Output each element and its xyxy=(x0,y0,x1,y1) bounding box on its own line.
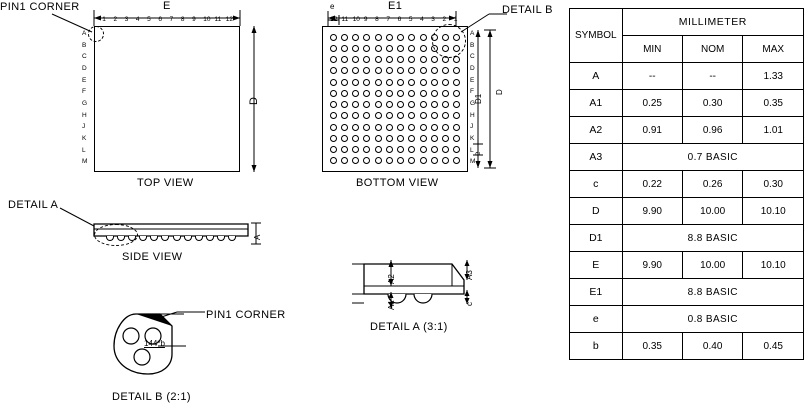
ball-pad xyxy=(341,56,348,63)
ball-pad xyxy=(363,101,370,108)
bottom-view-column-numbers xyxy=(322,16,468,26)
table-cell-nom: 0.30 xyxy=(682,90,743,117)
ball-pad xyxy=(352,101,359,108)
ball-pad xyxy=(386,146,393,153)
ball-pad xyxy=(431,135,438,142)
top-view-dim-e-label: E xyxy=(163,0,171,12)
detail-b-pin1-label: PIN1 CORNER xyxy=(206,309,286,321)
ball-pad xyxy=(363,56,370,63)
ball-pad xyxy=(442,112,449,119)
table-cell-nom: 0.96 xyxy=(682,117,743,144)
table-cell-max: 1.01 xyxy=(743,117,804,144)
ball-pad xyxy=(442,124,449,131)
ball-pad xyxy=(420,146,427,153)
side-view-ball xyxy=(139,236,147,241)
top-view-row-letter: A xyxy=(82,30,87,37)
side-view-ball xyxy=(173,236,181,241)
ball-pad xyxy=(397,157,404,164)
ball-pad xyxy=(386,101,393,108)
top-view-body xyxy=(94,26,240,172)
detail-a-dim-a3-label: A3 xyxy=(465,270,474,280)
ball-pad xyxy=(330,146,337,153)
top-view-column-number: 10 xyxy=(203,16,211,23)
bottom-view-row-letter: M xyxy=(470,158,476,166)
top-view-dim-d-label: D xyxy=(248,96,260,105)
ball-pad xyxy=(375,67,382,74)
ball-pad xyxy=(408,67,415,74)
top-view-column-number: 8 xyxy=(180,16,185,23)
ball-pad xyxy=(386,124,393,131)
ball-pad xyxy=(341,135,348,142)
top-view-pin1-label: PIN1 CORNER xyxy=(0,1,80,13)
bottom-view-row-letter: C xyxy=(470,53,475,61)
bottom-view-column-number: 9 xyxy=(363,16,368,23)
table-cell-nom: 0.26 xyxy=(682,171,743,198)
table-header-min: MIN xyxy=(622,36,682,63)
table-cell-basic: 0.7 BASIC xyxy=(622,144,803,171)
ball-pad xyxy=(397,34,404,41)
ball-pad xyxy=(397,112,404,119)
ball-pad xyxy=(352,45,359,52)
ball-pad xyxy=(352,34,359,41)
ball-pad xyxy=(363,90,370,97)
ball-pad xyxy=(341,112,348,119)
ball-pad xyxy=(386,56,393,63)
top-view-column-number: 1 xyxy=(102,16,106,23)
ball-pad xyxy=(330,34,337,41)
table-cell-max: 0.30 xyxy=(743,171,804,198)
ball-pad xyxy=(352,90,359,97)
ball-pad xyxy=(453,135,460,142)
ball-pad xyxy=(375,45,382,52)
top-view-row-letter: F xyxy=(82,88,86,96)
ball-pad xyxy=(330,90,337,97)
detail-b-title: DETAIL B (2:1) xyxy=(112,391,191,403)
ball-pad xyxy=(431,101,438,108)
ball-pad xyxy=(375,34,382,41)
detail-a-callout-circle xyxy=(94,224,138,246)
top-view-column-number: 12 xyxy=(225,16,233,23)
ball-pad xyxy=(397,79,404,86)
ball-pad xyxy=(386,112,393,119)
top-view-column-number: 9 xyxy=(192,16,196,23)
table-cell-symbol: A2 xyxy=(570,117,623,144)
ball-pad xyxy=(363,112,370,119)
table-cell-max: 10.10 xyxy=(743,252,804,279)
bottom-view-row-letter: B xyxy=(470,41,475,49)
top-view-column-number: 5 xyxy=(147,16,151,23)
ball-pad xyxy=(442,146,449,153)
ball-pad xyxy=(363,67,370,74)
ball-pad xyxy=(408,157,415,164)
table-cell-symbol: E xyxy=(570,252,623,279)
detail-a-callout-label: DETAIL A xyxy=(8,199,59,211)
table-cell-basic: 0.8 BASIC xyxy=(622,306,803,333)
bottom-view-column-number: 7 xyxy=(386,16,390,23)
table-cell-min: 9.90 xyxy=(622,252,682,279)
table-row xyxy=(570,279,804,306)
bottom-view-row-letter: J xyxy=(470,123,474,131)
top-view-row-letter: K xyxy=(82,135,87,142)
ball-pad xyxy=(431,157,438,164)
ball-pad xyxy=(408,90,415,97)
side-view-ball xyxy=(161,236,169,241)
ball-pad xyxy=(363,146,370,153)
bottom-view-column-number: 3 xyxy=(431,16,435,23)
ball-pad xyxy=(386,45,393,52)
top-view-row-letter: B xyxy=(82,41,87,49)
ball-pad xyxy=(330,45,337,52)
ball-pad xyxy=(330,56,337,63)
ball-pad xyxy=(341,45,348,52)
ball-pad xyxy=(431,56,438,63)
bottom-view-title: BOTTOM VIEW xyxy=(356,177,439,189)
bottom-view-column-number: 6 xyxy=(397,16,402,23)
top-view-row-letter: G xyxy=(82,100,88,107)
table-cell-min: -- xyxy=(622,63,682,90)
top-view-column-number: 11 xyxy=(214,16,222,23)
ball-pad xyxy=(375,157,382,164)
ball-pad xyxy=(397,146,404,153)
bottom-view-dim-d-outer xyxy=(484,20,500,180)
ball-pad xyxy=(341,90,348,97)
side-view-dim-a-label: A xyxy=(253,234,262,240)
side-view-ball xyxy=(184,236,192,241)
table-cell-basic: 8.8 BASIC xyxy=(622,225,803,252)
ball-pad xyxy=(453,157,460,164)
table-row xyxy=(570,306,804,333)
ball-pad xyxy=(352,112,359,119)
table-cell-min: 0.91 xyxy=(622,117,682,144)
ball-pad xyxy=(431,124,438,131)
ball-pad xyxy=(386,34,393,41)
ball-pad xyxy=(386,157,393,164)
table-cell-basic: 8.8 BASIC xyxy=(622,279,803,306)
table-header-symbol: SYMBOL xyxy=(570,9,623,63)
table-row xyxy=(570,225,804,252)
ball-pad xyxy=(352,56,359,63)
ball-pad xyxy=(442,135,449,142)
ball-pad xyxy=(397,67,404,74)
table-row xyxy=(570,117,804,144)
ball-pad xyxy=(420,124,427,131)
ball-pad xyxy=(375,112,382,119)
ball-pad xyxy=(408,112,415,119)
ball-pad xyxy=(408,79,415,86)
ball-pad xyxy=(352,157,359,164)
ball-pad xyxy=(363,45,370,52)
ball-pad xyxy=(330,79,337,86)
table-cell-min: 0.25 xyxy=(622,90,682,117)
top-view-column-number: 4 xyxy=(135,16,140,23)
top-view-column-number: 7 xyxy=(169,16,174,23)
table-cell-max: 0.35 xyxy=(743,90,804,117)
ball-pad xyxy=(386,79,393,86)
table-cell-min: 0.22 xyxy=(622,171,682,198)
ball-pad xyxy=(453,67,460,74)
side-view-ball xyxy=(150,236,158,241)
ball-pad xyxy=(330,124,337,131)
detail-a-dim-a2-label: A2 xyxy=(387,274,396,284)
table-header-unit: MILLIMETER xyxy=(622,9,803,36)
table-row xyxy=(570,198,804,225)
ball-pad xyxy=(408,135,415,142)
ball-pad xyxy=(363,79,370,86)
ball-pad xyxy=(363,124,370,131)
ball-pad xyxy=(386,90,393,97)
ball-pad xyxy=(420,79,427,86)
table-cell-symbol: c xyxy=(570,171,623,198)
ball-pad xyxy=(330,157,337,164)
table-cell-symbol: D1 xyxy=(570,225,623,252)
table-header-row-1 xyxy=(570,9,804,36)
ball-pad xyxy=(375,101,382,108)
ball-pad xyxy=(386,67,393,74)
side-view-ball xyxy=(228,236,236,241)
ball-pad xyxy=(453,112,460,119)
table-cell-symbol: A3 xyxy=(570,144,623,171)
bottom-view-column-number: 2 xyxy=(442,16,447,23)
bottom-view-row-letter: H xyxy=(470,111,475,119)
table-row xyxy=(570,90,804,117)
ball-pad xyxy=(420,34,427,41)
top-view-row-letter: D xyxy=(82,65,87,72)
ball-pad xyxy=(330,101,337,108)
table-cell-symbol: e xyxy=(570,306,623,333)
ball-pad xyxy=(352,146,359,153)
detail-a-dim-a1-label: A1 xyxy=(387,300,396,310)
ball-pad xyxy=(375,135,382,142)
ball-pad xyxy=(420,135,427,142)
table-row xyxy=(570,63,804,90)
ball-pad xyxy=(420,67,427,74)
side-view-title: SIDE VIEW xyxy=(122,251,183,263)
dimension-table xyxy=(569,8,804,360)
table-row xyxy=(570,144,804,171)
ball-pad xyxy=(375,124,382,131)
detail-b-angle-label: 144*b xyxy=(144,339,165,348)
bottom-view-column-number: 5 xyxy=(408,16,413,23)
table-cell-nom: 10.00 xyxy=(682,252,743,279)
ball-pad xyxy=(420,90,427,97)
dimension-table-body xyxy=(570,63,804,360)
ball-pad xyxy=(375,79,382,86)
ball-pad xyxy=(431,90,438,97)
table-header-max: MAX xyxy=(743,36,804,63)
ball-pad xyxy=(397,124,404,131)
side-view-ball xyxy=(217,236,225,241)
bottom-view-column-number: 8 xyxy=(375,16,379,23)
bottom-view-row-letter: K xyxy=(470,135,475,142)
ball-pad xyxy=(453,56,460,63)
ball-pad xyxy=(420,45,427,52)
bottom-view-column-number: 1 xyxy=(453,16,458,23)
ball-pad xyxy=(453,79,460,86)
ball-pad xyxy=(397,135,404,142)
ball-pad xyxy=(420,101,427,108)
ball-pad xyxy=(352,79,359,86)
ball-pad xyxy=(431,112,438,119)
ball-pad xyxy=(363,34,370,41)
table-cell-symbol: b xyxy=(570,333,623,360)
ball-pad xyxy=(341,79,348,86)
ball-pad xyxy=(352,124,359,131)
top-view-row-letter: C xyxy=(82,53,87,61)
top-view-row-letter: L xyxy=(82,146,86,154)
table-cell-max: 0.45 xyxy=(743,333,804,360)
ball-pad xyxy=(442,67,449,74)
ball-pad xyxy=(397,101,404,108)
ball-pad xyxy=(341,34,348,41)
bottom-view-column-number: 11 xyxy=(341,16,349,23)
ball-pad xyxy=(453,90,460,97)
bottom-view-column-number: 10 xyxy=(352,16,360,23)
bottom-view-dim-d1-label: D1 xyxy=(474,93,483,104)
top-view-row-letters xyxy=(82,30,92,170)
bottom-view-row-letters xyxy=(470,30,480,170)
ball-pad xyxy=(330,67,337,74)
top-view-row-letter: M xyxy=(82,158,88,166)
ball-pad xyxy=(408,124,415,131)
ball-pad xyxy=(431,146,438,153)
table-cell-nom: -- xyxy=(682,63,743,90)
ball-pad xyxy=(352,67,359,74)
ball-pad xyxy=(375,146,382,153)
side-view-ball xyxy=(206,236,214,241)
ball-pad xyxy=(397,56,404,63)
ball-pad xyxy=(408,34,415,41)
top-view-column-number: 3 xyxy=(124,16,129,23)
ball-pad xyxy=(397,45,404,52)
detail-a-profile xyxy=(352,258,472,310)
top-view-row-letter: H xyxy=(82,111,87,119)
detail-a-dim-c xyxy=(462,288,476,310)
table-cell-nom: 0.40 xyxy=(682,333,743,360)
table-row xyxy=(570,333,804,360)
ball-pad xyxy=(408,146,415,153)
detail-b-callout-label: DETAIL B xyxy=(502,4,553,16)
table-cell-min: 9.90 xyxy=(622,198,682,225)
table-cell-max: 1.33 xyxy=(743,63,804,90)
ball-pad xyxy=(420,157,427,164)
ball-pad xyxy=(408,45,415,52)
table-cell-symbol: D xyxy=(570,198,623,225)
ball-pad xyxy=(341,157,348,164)
bottom-view-row-letter: D xyxy=(470,65,475,72)
ball-pad xyxy=(375,56,382,63)
top-view-title: TOP VIEW xyxy=(137,177,194,189)
bottom-view-row-letter: G xyxy=(470,100,476,107)
ball-pad xyxy=(431,79,438,86)
ball-pad xyxy=(453,124,460,131)
ball-pad xyxy=(386,135,393,142)
ball-pad xyxy=(442,101,449,108)
table-cell-symbol: A xyxy=(570,63,623,90)
top-view-column-number: 2 xyxy=(113,16,118,23)
ball-pad xyxy=(363,135,370,142)
bottom-view-column-number: 4 xyxy=(420,16,424,23)
ball-pad xyxy=(420,56,427,63)
detail-b-pin1-leader xyxy=(155,310,215,322)
ball-pad xyxy=(453,146,460,153)
table-header-nom: NOM xyxy=(682,36,743,63)
ball-pad xyxy=(442,157,449,164)
ball-pad xyxy=(431,67,438,74)
bottom-view-dim-e1-label: E1 xyxy=(388,0,403,12)
bottom-view-pitch-e-right-label: e xyxy=(473,151,482,156)
ball-pad xyxy=(352,135,359,142)
top-view-row-letter: J xyxy=(82,123,86,131)
top-view-column-numbers xyxy=(94,16,240,26)
bottom-view-pitch-e-top-label: e xyxy=(330,2,335,11)
ball-pad xyxy=(330,112,337,119)
ball-pad xyxy=(341,67,348,74)
ball-pad xyxy=(341,146,348,153)
bottom-view-row-letter: A xyxy=(470,30,475,37)
top-view-column-number: 6 xyxy=(158,16,162,23)
top-view-row-letter: E xyxy=(82,76,87,84)
dimension-table-head xyxy=(570,9,804,63)
table-cell-min: 0.35 xyxy=(622,333,682,360)
bottom-view-row-letter: E xyxy=(470,76,475,84)
table-row xyxy=(570,252,804,279)
table-cell-symbol: A1 xyxy=(570,90,623,117)
table-cell-max: 10.10 xyxy=(743,198,804,225)
side-view-ball xyxy=(195,236,203,241)
ball-pad xyxy=(341,101,348,108)
ball-pad xyxy=(442,90,449,97)
ball-pad xyxy=(420,112,427,119)
ball-pad xyxy=(341,124,348,131)
detail-a-dim-c-label: c xyxy=(465,302,474,306)
table-cell-symbol: E1 xyxy=(570,279,623,306)
bottom-view-column-number: 12 xyxy=(330,16,338,23)
ball-pad xyxy=(330,135,337,142)
ball-pad xyxy=(408,101,415,108)
bottom-view-dim-d-outer-label: D xyxy=(495,89,504,95)
ball-pad xyxy=(363,157,370,164)
ball-pad xyxy=(442,79,449,86)
ball-pad xyxy=(375,90,382,97)
ball-pad xyxy=(408,56,415,63)
table-row xyxy=(570,171,804,198)
ball-pad xyxy=(453,101,460,108)
bottom-view-row-letter: F xyxy=(470,88,474,96)
table-cell-nom: 10.00 xyxy=(682,198,743,225)
detail-a-title: DETAIL A (3:1) xyxy=(370,321,448,333)
bottom-view-row-letter: L xyxy=(470,146,474,154)
ball-pad xyxy=(397,90,404,97)
